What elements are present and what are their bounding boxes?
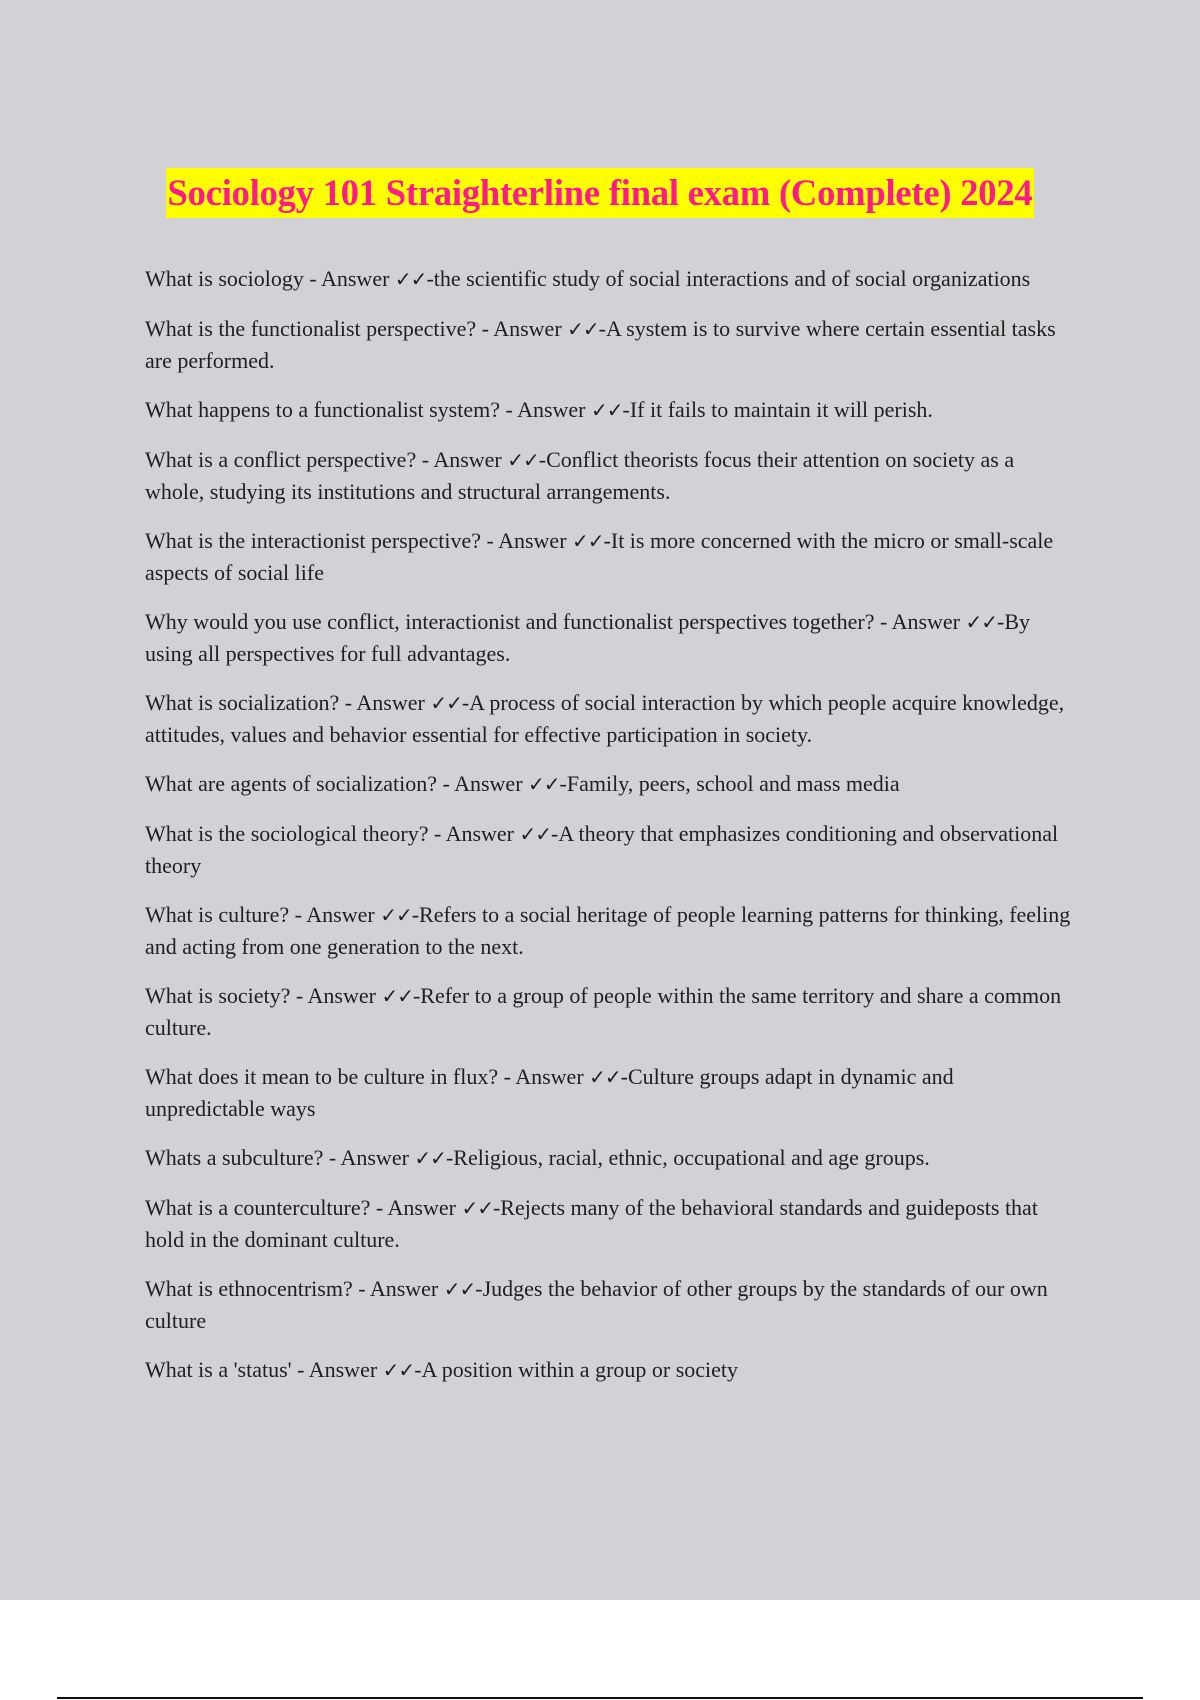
question-text: Whats a subculture? [145,1145,324,1170]
answer-text: -A process of social interaction by which people acquire knowledge, attitudes, values and behavior essential for effective participation in society. [145,690,1065,747]
double-check-icon: ✓✓ [589,1065,621,1089]
double-check-icon: ✓✓ [528,772,560,796]
answer-text: -Family, peers, school and mass media [559,771,900,796]
answer-prefix: - Answer [416,447,508,472]
answer-prefix: - Answer [476,316,568,341]
question-text: Why would you use conflict, interactionist and functionalist perspectives together? [145,609,875,634]
qa-item [145,1354,1075,1386]
double-check-icon: ✓✓ [965,610,998,634]
double-check-icon: ✓✓ [591,398,623,422]
answer-prefix: - Answer [303,266,395,291]
answer-text: -A system is to survive where certain essential tasks are performed. [145,316,1056,373]
qa-item [145,980,1075,1043]
answer-prefix: - Answer [436,771,529,796]
qa-item [145,313,1075,376]
question-text: What is the sociological theory? [145,821,429,846]
answer-text: -Culture groups adapt in dynamic and unpredictable ways [145,1064,954,1121]
qa-item [145,1273,1075,1336]
answer-prefix: - Answer [339,690,431,715]
qa-item [145,263,1075,295]
answer-prefix: - Answer [428,821,520,846]
qa-list [145,263,1075,1404]
answer-text: -Rejects many of the behavioral standards and guideposts that hold in the dominant culture. [145,1195,1038,1252]
question-text: What happens to a functionalist system? [145,397,500,422]
qa-item [145,899,1075,962]
double-check-icon: ✓✓ [430,691,462,715]
question-text: What is socialization? [145,690,340,715]
title-wrap [0,168,1200,218]
question-text: What does it mean to be culture in flux? [145,1064,499,1089]
answer-prefix: - Answer [874,609,966,634]
double-check-icon: ✓✓ [519,822,552,846]
double-check-icon: ✓✓ [567,317,599,341]
answer-text: -A position within a group or society [414,1357,739,1382]
double-check-icon: ✓✓ [382,1358,415,1382]
qa-item [145,1192,1075,1255]
question-text: What are agents of socialization? [145,771,437,796]
footer-divider [57,1697,1143,1699]
question-text: What is ethnocentrism? [145,1276,353,1301]
answer-prefix: - Answer [370,1195,462,1220]
double-check-icon: ✓✓ [380,903,412,927]
double-check-icon: ✓✓ [443,1277,476,1301]
document-title: Sociology 101 Straighterline final exam (Complete) 2024 [166,168,1035,218]
question-text: What is culture? [145,902,290,927]
qa-item [145,1142,1075,1174]
answer-prefix: - Answer [323,1145,415,1170]
answer-prefix: - Answer [290,983,382,1008]
answer-text: -Refer to a group of people within the same territory and share a common culture. [145,983,1062,1040]
answer-text: -the scientific study of social interactions and of social organizations [426,266,1031,291]
question-text: What is a conflict perspective? [145,447,417,472]
qa-item [145,818,1075,881]
double-check-icon: ✓✓ [414,1146,446,1170]
question-text: What is a 'status' [145,1357,292,1382]
answer-text: -If it fails to maintain it will perish. [622,397,933,422]
qa-item [145,1061,1075,1124]
qa-item [145,606,1075,669]
answer-text: -A theory that emphasizes conditioning and observational theory [145,821,1059,878]
double-check-icon: ✓✓ [381,984,413,1008]
answer-text: -By using all perspectives for full advantages. [145,609,1031,666]
question-text: What is a counterculture? [145,1195,371,1220]
double-check-icon: ✓✓ [394,267,427,291]
answer-prefix: - Answer [289,902,381,927]
answer-text: -Refers to a social heritage of people learning patterns for thinking, feeling and acting from one generation to the next. [145,902,1071,959]
question-text: What is the functionalist perspective? [145,316,477,341]
double-check-icon: ✓✓ [572,529,604,553]
answer-prefix: - Answer [291,1357,383,1382]
double-check-icon: ✓✓ [507,448,539,472]
question-text: What is society? [145,983,291,1008]
qa-item [145,525,1075,588]
answer-text: -It is more concerned with the micro or small-scale aspects of social life [145,528,1054,585]
double-check-icon: ✓✓ [461,1196,493,1220]
qa-item [145,394,1075,426]
qa-item [145,687,1075,750]
answer-prefix: - Answer [498,1064,590,1089]
answer-text: -Conflict theorists focus their attention on society as a whole, studying its institutions and structural arrangements. [145,447,1015,504]
question-text: What is sociology [145,266,304,291]
answer-text: -Judges the behavior of other groups by the standards of our own culture [145,1276,1048,1333]
question-text: What is the interactionist perspective? [145,528,481,553]
answer-prefix: - Answer [499,397,592,422]
answer-prefix: - Answer [480,528,573,553]
answer-prefix: - Answer [352,1276,444,1301]
qa-item [145,768,1075,800]
answer-text: -Religious, racial, ethnic, occupational and age groups. [445,1145,930,1170]
qa-item [145,444,1075,507]
